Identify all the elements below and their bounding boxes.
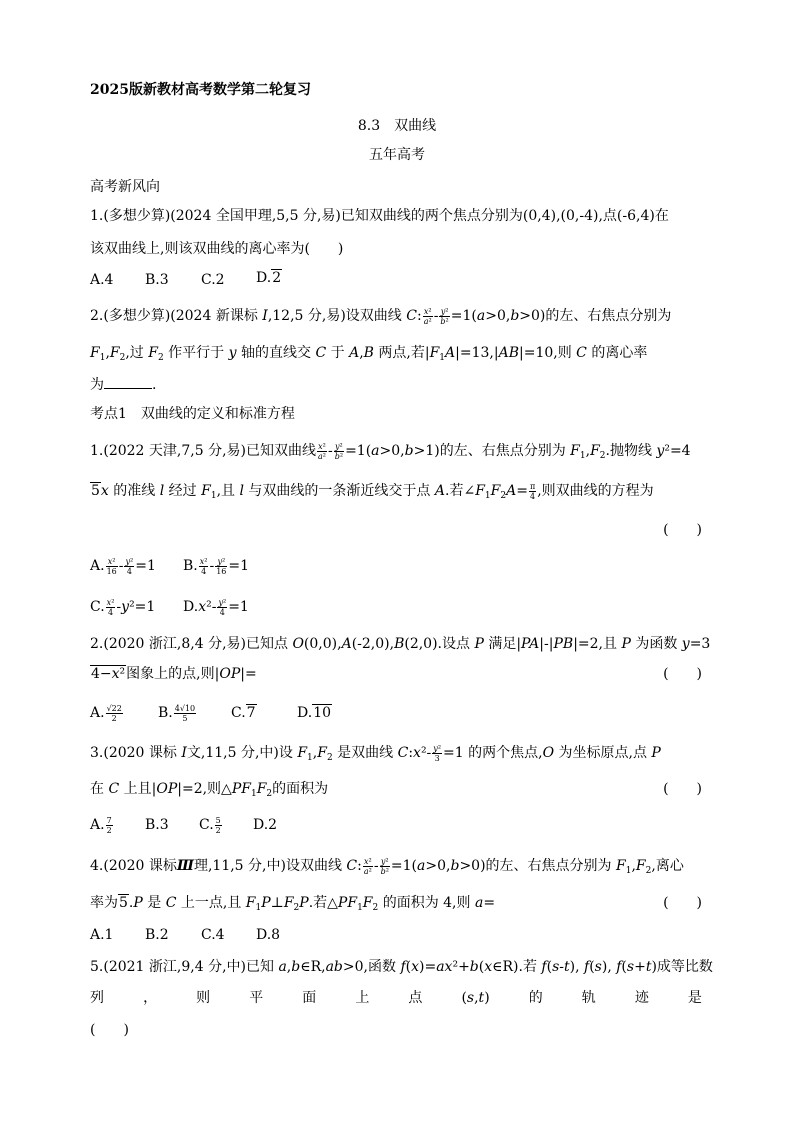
nf1-opt-d: D.2 <box>256 270 282 286</box>
q4-opt-d: D.8 <box>256 927 281 943</box>
q1-opt-c: C. $\frac{\text{x²}}{4}$ -y²=1 <box>90 597 156 617</box>
q1-opt-a: A. $\frac{\text{x²}}{16}$ - $\frac{\text{y²}}{4}$ =1 <box>90 556 156 576</box>
nf1-opt-c: C.2 <box>201 272 225 288</box>
q3-opt-c: C. $\frac{5}{2}$ <box>199 815 221 835</box>
part-heading: 高考新风向 <box>90 179 160 195</box>
q3-opt-d: D.2 <box>253 817 278 833</box>
nf1-opt-a: A.4 <box>90 272 114 288</box>
q5-line1: 5.(2021 浙江,9,4 分,中)已知 a,b∈R,ab>0,函数 f(x)=ax²+b(x∈R).若 f(s-t), f(s), f(s+t)成等比数 <box>90 959 713 975</box>
q1-line1: 1.(2022 天津,7,5 分,易)已知双曲线 $\frac{\text{x²}}{\text{a²}}$ - $\frac{\text{y²}}{\text{b²}}$ =1(a>0,b>1)的左、右焦点分别为 $F_1,F_2$.抛物线 y²=4 <box>90 441 691 461</box>
q2-opt-c: C.7 <box>231 705 256 721</box>
q2-opt-b: B. $\frac{4√10}{5}$ <box>158 703 196 723</box>
q3-line1: 3.(2020 课标 Ⅰ文,11,5 分,中)设 $F_1,F_2$ 是双曲线 C:x²- $\frac{\text{y²}}{3}$ =1 的两个焦点,O 为坐标原点,点 P <box>90 743 661 763</box>
q4-opt-b: B.2 <box>145 927 169 943</box>
q1-opt-d: D.x²- $\frac{\text{y²}}{4}$ =1 <box>183 597 249 617</box>
nf1-line1: 1.(多想少算)(2024 全国甲理,5,5 分,易)已知双曲线的两个焦点分别为(0,4),(0,-4),点(-6,4)在 <box>90 208 669 224</box>
q5-line2: 列 ， 则 平 面 上 点 (s,t) 的 轨 迹 是 <box>90 990 702 1006</box>
q2-line2: 4−x²图象上的点,则|OP|= <box>91 666 257 682</box>
q4-opt-c: C.4 <box>201 927 225 943</box>
subtitle: 五年高考 <box>369 147 425 163</box>
q4-line2: 率为5.P 是 C 上一点,且 $F_1P\perp F_2P$.若$\triangle PF_1F_2$ 的面积为 4,则 a= <box>90 895 496 913</box>
q3-opt-b: B.3 <box>145 817 169 833</box>
q3-opt-a: A. $\frac{7}{2}$ <box>90 815 112 835</box>
q1-paren: ( ) <box>663 522 702 538</box>
q2-line1: 2.(2020 浙江,8,4 分,易)已知点 O(0,0),A(-2,0),B(2,0).设点 P 满足|PA|-|PB|=2,且 P 为函数 y=3 <box>90 636 711 652</box>
q1-line2: 5x 的准线 l 经过 $F_1$,且 l 与双曲线的一条渐近线交于点 A.若$\angle F_1F_2A=$ $\frac{\pi}{4}$ ,则双曲线的方程为 <box>91 481 654 501</box>
kaodian-heading: 考点1 双曲线的定义和标准方程 <box>90 406 295 422</box>
q4-paren: ( ) <box>663 895 702 911</box>
q3-paren: ( ) <box>663 781 702 797</box>
q4-opt-a: A.1 <box>90 927 114 943</box>
nf2-line1: 2.(多想少算)(2024 新课标 Ⅰ,12,5 分,易)设双曲线 C: $\frac{\text{x²}}{\text{a²}}$ - $\frac{\text{y²}}{\text{b²}}$ =1(a>0,b>0)的左、右焦点分别为 <box>90 306 672 326</box>
nf2-line3: 为 . <box>90 374 156 395</box>
q2-opt-a: A. $\frac{√22}{2}$ <box>90 703 122 723</box>
doc-header: 2025版新教材高考数学第二轮复习 <box>90 82 311 98</box>
nf1-line2: 该双曲线上,则该双曲线的离心率为( ) <box>90 241 344 257</box>
q4-line1: 4.(2020 课标Ⅲ理,11,5 分,中)设双曲线 C: $\frac{\text{x²}}{\text{a²}}$ - $\frac{\text{y²}}{\text{b²}}$ =1(a>0,b>0)的左、右焦点分别为 $F_1,F_2$,离心 <box>90 856 684 876</box>
q1-opt-b: B. $\frac{\text{x²}}{4}$ - $\frac{\text{y²}}{16}$ =1 <box>183 556 250 576</box>
q5-paren: ( ) <box>90 1022 129 1038</box>
nf1-opt-b: B.3 <box>145 272 169 288</box>
q2-paren: ( ) <box>663 666 702 682</box>
q2-opt-d: D.10 <box>297 705 332 721</box>
nf2-line2: $F_1,F_2$,过 $F_2$ 作平行于 y 轴的直线交 C 于 A,B 两点,若$|F_1A|=13,|AB|=10$,则 C 的离心率 <box>90 345 648 363</box>
q3-line2: 在 C 上且|OP|=2,则$\triangle PF_1F_2$的面积为 <box>90 781 329 799</box>
section-title: 8.3 双曲线 <box>357 118 437 134</box>
